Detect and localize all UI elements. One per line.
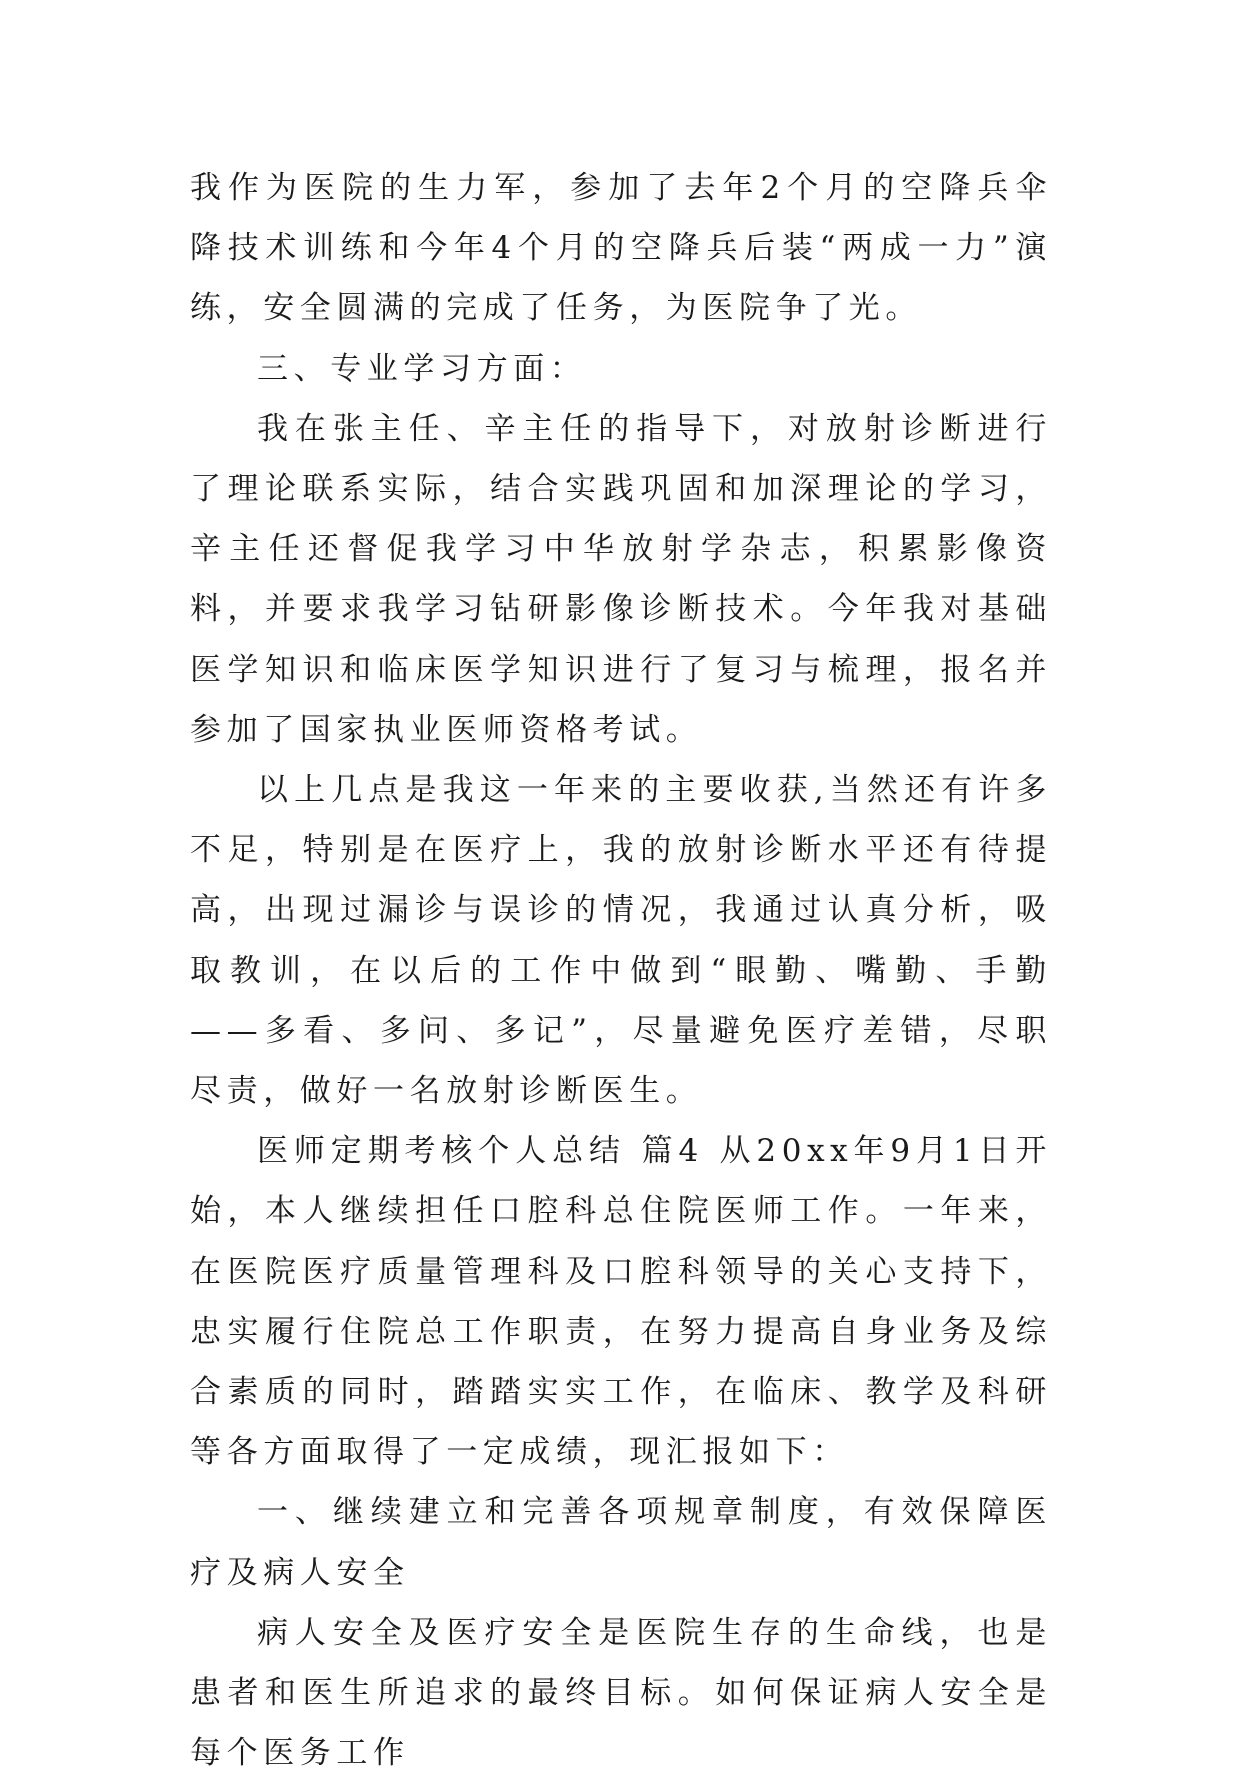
section-heading-professional-study: 三、专业学习方面： bbox=[257, 350, 587, 387]
document-body bbox=[190, 158, 1052, 1783]
paragraph-summary-shortcomings: 以上几点是我这一年来的主要收获,当然还有许多不足，特别是在医疗上，我的放射诊断水平还有待提高，出现过漏诊与误诊的情况，我通过认真分析，吸取教训，在以后的工作中做到“眼勤、嘴勤、手勤——多看、多问、多记”，尽量避免医疗差错，尽职尽责，做好一名放射诊断医生。 bbox=[190, 772, 1052, 1110]
paragraph-patient-safety: 病人安全及医疗安全是医院生存的生命线，也是患者和医生所追求的最终目标。如何保证病人安全是每个医务工作 bbox=[190, 1614, 1052, 1772]
paragraph-professional-study: 我在张主任、辛主任的指导下，对放射诊断进行了理论联系实际，结合实践巩固和加深理论的学习，辛主任还督促我学习中华放射学杂志，积累影像资料，并要求我学习钻研影像诊断技术。今年我对基础医学知识和临床医学知识进行了复习与梳理，报名并参加了国家执业医师资格考试。 bbox=[190, 410, 1052, 748]
paragraph-article-4-intro: 医师定期考核个人总结 篇4 从20xx年9月1日开始，本人继续担任口腔科总住院医师工作。一年来，在医院医疗质量管理科及口腔科领导的关心支持下，忠实履行住院总工作职责，在努力提高自身业务及综合素质的同时，踏踏实实工作，在临床、教学及科研等各方面取得了一定成绩，现汇报如下： bbox=[190, 1133, 1052, 1471]
section-heading-rules-and-safety: 一、继续建立和完善各项规章制度，有效保障医疗及病人安全 bbox=[190, 1494, 1052, 1591]
paragraph-continuation: 我作为医院的生力军，参加了去年2个月的空降兵伞降技术训练和今年4个月的空降兵后装“两成一力”演练，安全圆满的完成了任务，为医院争了光。 bbox=[190, 170, 1052, 327]
